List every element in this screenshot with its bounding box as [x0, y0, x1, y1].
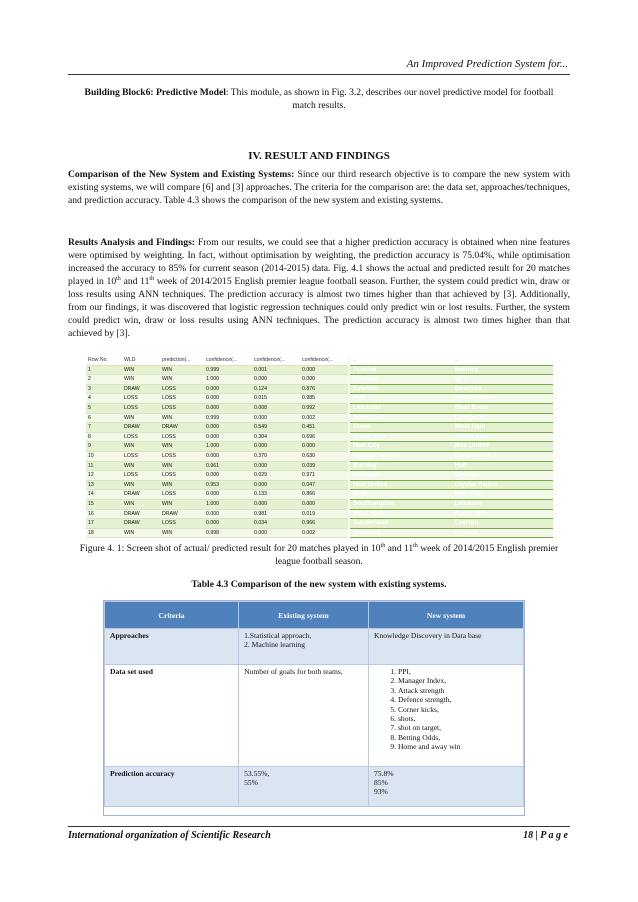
team-cell: QPR	[350, 490, 452, 500]
teams-row	[350, 375, 553, 385]
table-caption: Table 4.3 Comparison of the new system with existing systems.	[191, 579, 447, 590]
existing-cell	[239, 665, 369, 767]
grid-cell: 1.000	[204, 442, 252, 452]
section-title: IV. RESULT AND FINDINGS	[248, 150, 390, 162]
results-label: Results Analysis and Findings:	[68, 237, 195, 248]
team-cell: Liverpool	[452, 413, 554, 423]
grid-cell: 0.370	[252, 451, 300, 461]
figure-caption-b: and 11	[385, 543, 414, 554]
grid-cell: LOSS	[160, 451, 204, 461]
teams-row	[350, 432, 553, 442]
team-cell: Everton	[350, 384, 452, 394]
grid-cell: 10	[86, 451, 122, 461]
grid-cell: WIN	[122, 499, 160, 509]
list-item: 7. shot on target,	[398, 723, 518, 732]
criteria-cell: Prediction accuracy	[105, 767, 239, 807]
grid-cell: 0.039	[300, 461, 348, 471]
grid-cell: WIN	[160, 499, 204, 509]
grid-cell: 0.971	[300, 471, 348, 481]
grid-cell: 0.133	[252, 490, 300, 500]
new-line: 75.8%	[373, 769, 394, 778]
comparison-label: Comparison of the New System and Existing Systems:	[68, 169, 295, 180]
grid-cell: 0.001	[252, 365, 300, 375]
grid-cell: 0.999	[204, 365, 252, 375]
results-sup-a: th	[116, 275, 121, 282]
new-line: 85%	[373, 778, 388, 787]
grid-cell: 0.002	[300, 413, 348, 423]
grid-cell: 1.000	[204, 499, 252, 509]
grid-cell: WIN	[160, 461, 204, 471]
team-cell: West Ham	[350, 509, 452, 519]
new-cell	[368, 767, 523, 807]
grid-cell: 14	[86, 490, 122, 500]
team-cell: Man City	[452, 490, 554, 500]
figure-caption-sup-b: th	[413, 542, 418, 549]
list-item: 6. shots,	[398, 714, 518, 723]
grid-cell: 0.961	[204, 461, 252, 471]
grid-cell: 0.000	[204, 423, 252, 433]
team-cell: West Brom	[452, 403, 554, 413]
grid-cell: 18	[86, 528, 122, 538]
grid-cell: 0.019	[300, 509, 348, 519]
new-cell	[368, 629, 523, 665]
team-cell: Leicester	[452, 499, 554, 509]
grid-row	[86, 499, 348, 509]
grid-cell: 5	[86, 403, 122, 413]
grid-cell: 13	[86, 480, 122, 490]
team-cell: Crystal Palace	[452, 480, 554, 490]
grid-cell: 0.000	[252, 528, 300, 538]
grid-cell: 0.002	[300, 528, 348, 538]
table-row	[105, 767, 524, 807]
existing-line: 55%	[244, 778, 258, 787]
grid-cell: 1	[86, 365, 122, 375]
team-cell: Hull	[350, 394, 452, 404]
team-cell: Aston Villa	[350, 432, 452, 442]
header-existing: Existing system	[239, 602, 369, 629]
grid-cell: 0.000	[204, 403, 252, 413]
grid-cell: 0.451	[300, 423, 348, 433]
grid-cell: 7	[86, 423, 122, 433]
comparison-paragraph	[68, 168, 570, 207]
footer-divider	[68, 826, 570, 827]
teams-row	[350, 519, 553, 529]
grid-cell: DRAW	[160, 509, 204, 519]
grid-cell: 0.000	[300, 375, 348, 385]
grid-cell: 12	[86, 471, 122, 481]
grid-cell: 0.034	[252, 519, 300, 529]
team-cell: Everton	[452, 519, 554, 529]
team-cell: Aston Villa	[452, 509, 554, 519]
team-cell: Swansea	[452, 384, 554, 394]
grid-cell: 0.000	[252, 499, 300, 509]
existing-cell	[239, 629, 369, 665]
results-screenshot	[86, 356, 553, 536]
results-sup-b: th	[149, 275, 155, 282]
teams-row	[350, 442, 553, 452]
grid-cell: DRAW	[122, 509, 160, 519]
grid-cell: 17	[86, 519, 122, 529]
block6-label: Building Block6: Predictive Model	[84, 87, 226, 98]
team-cell: Burnley	[350, 461, 452, 471]
grid-cell: DRAW	[122, 423, 160, 433]
grid-cell: DRAW	[122, 384, 160, 394]
grid-cell: WIN	[160, 442, 204, 452]
team-cell: QPR	[452, 375, 554, 385]
grid-row	[86, 528, 348, 538]
grid-cell: 0.998	[204, 528, 252, 538]
grid-cell: 9	[86, 442, 122, 452]
prediction-grid	[86, 356, 348, 536]
grid-cell: 1.000	[204, 375, 252, 385]
grid-cell: LOSS	[160, 490, 204, 500]
team-cell: Sunderland	[452, 451, 554, 461]
list-item: 4. Defence strength,	[398, 695, 518, 704]
comparison-text: Since our third research objective is to compare the new system with existing systems, we will compare [6] and [3] approaches. The criteria for the comparison are: the data set, approaches/techniques, and prediction accuracy. Table 4.3 shows the comparison of the new system and existing systems.	[68, 169, 570, 206]
table-row	[105, 665, 524, 767]
grid-cell: LOSS	[122, 432, 160, 442]
team-cell: Man United	[350, 480, 452, 490]
grid-cell: LOSS	[160, 403, 204, 413]
team-cell: West Ham	[452, 423, 554, 433]
grid-cell: LOSS	[122, 403, 160, 413]
existing-line: 2. Machine learning	[244, 640, 306, 649]
figure-caption-c: week of 2014/2015 English premier league football season.	[275, 543, 559, 567]
grid-cell: LOSS	[122, 451, 160, 461]
grid-cell: 4	[86, 394, 122, 404]
existing-line: 1.Statistical approach,	[244, 631, 312, 640]
grid-row	[86, 432, 348, 442]
grid-cell: 0.000	[204, 384, 252, 394]
grid-header-cell: prediction(...	[160, 356, 204, 365]
team-cell: Swansea	[350, 528, 452, 538]
grid-cell: 0.985	[300, 394, 348, 404]
grid-cell: 0.000	[204, 432, 252, 442]
list-item: 8. Betting Odds,	[398, 733, 518, 742]
grid-row	[86, 509, 348, 519]
team-cell: Hull	[452, 461, 554, 471]
grid-cell: 0.630	[300, 451, 348, 461]
grid-row	[86, 403, 348, 413]
figure-caption	[68, 542, 570, 568]
grid-cell: 3	[86, 384, 122, 394]
journal-name: International organization of Scientific Research	[68, 830, 271, 841]
teams-row	[350, 394, 553, 404]
grid-cell: 0.992	[300, 403, 348, 413]
table-row	[105, 629, 524, 665]
grid-cell: 16	[86, 509, 122, 519]
existing-cell	[239, 767, 369, 807]
grid-cell: WIN	[160, 413, 204, 423]
teams-row	[350, 451, 553, 461]
grid-cell: 0.000	[300, 365, 348, 375]
teams-header-cell: ...	[452, 356, 554, 365]
header-criteria: Criteria	[105, 602, 239, 629]
grid-cell: 0.966	[300, 519, 348, 529]
teams-header-row	[350, 356, 553, 365]
grid-cell: 2	[86, 375, 122, 385]
grid-cell: WIN	[122, 461, 160, 471]
teams-row	[350, 423, 553, 433]
results-text-a: From our results, we could see that a higher prediction accuracy is obtained when nine features were optimised by weighting. In fact, without optimisation by weighting, the prediction accuracy is 75.04%, while optimisation increased the accuracy to 85% for current season (2014-2015) data. Fig. 4.1 shows the actual and predicted result for 20 matches played in 10	[68, 237, 571, 287]
teams-row	[350, 384, 553, 394]
teams-row	[350, 365, 553, 375]
comparison-table	[103, 600, 525, 816]
new-line: 93%	[373, 787, 388, 796]
grid-cell: DRAW	[122, 490, 160, 500]
block6-paragraph	[84, 86, 554, 112]
grid-cell: 0.000	[252, 413, 300, 423]
grid-cell: WIN	[122, 528, 160, 538]
running-header: An Improved Prediction System for...	[406, 58, 568, 70]
teams-row	[350, 461, 553, 471]
grid-row	[86, 423, 348, 433]
grid-cell: WIN	[160, 480, 204, 490]
grid-cell: 0.015	[252, 394, 300, 404]
existing-line: 53.55%,	[244, 769, 270, 778]
grid-cell: 15	[86, 499, 122, 509]
grid-cell: 0.981	[252, 509, 300, 519]
grid-cell: 0.000	[204, 509, 252, 519]
grid-cell: 0.953	[204, 480, 252, 490]
grid-cell: LOSS	[122, 394, 160, 404]
results-text-b: and 11	[120, 276, 150, 287]
grid-cell: 0.000	[204, 451, 252, 461]
grid-cell: WIN	[122, 413, 160, 423]
figure-caption-sup-a: th	[380, 542, 386, 549]
team-cell: Leicester	[350, 403, 452, 413]
grid-cell: 0.029	[252, 471, 300, 481]
teams-row	[350, 499, 553, 509]
grid-cell: LOSS	[160, 432, 204, 442]
team-cell: Chelsea	[350, 375, 452, 385]
grid-row	[86, 471, 348, 481]
grid-cell: 6	[86, 413, 122, 423]
grid-row	[86, 394, 348, 404]
grid-cell: 0.000	[252, 442, 300, 452]
grid-row	[86, 461, 348, 471]
list-item: 3. Attack strength	[398, 686, 518, 695]
grid-cell: LOSS	[160, 394, 204, 404]
list-item: 2. Manager Index,	[398, 676, 518, 685]
grid-cell: 0.000	[204, 490, 252, 500]
grid-cell: WIN	[122, 365, 160, 375]
page-number: 18 | P a g e	[523, 830, 568, 841]
grid-cell: 0.000	[204, 519, 252, 529]
grid-cell: WIN	[160, 375, 204, 385]
grid-cell: LOSS	[122, 471, 160, 481]
grid-cell: WIN	[122, 442, 160, 452]
team-cell: Southampton	[452, 394, 554, 404]
team-cell: Newcastle	[350, 413, 452, 423]
grid-cell: DRAW	[122, 519, 160, 529]
grid-cell: 0.000	[252, 461, 300, 471]
grid-cell: WIN	[122, 480, 160, 490]
grid-cell: WIN	[160, 528, 204, 538]
grid-cell: 0.876	[300, 384, 348, 394]
team-cell: Man United	[452, 442, 554, 452]
grid-row	[86, 384, 348, 394]
teams-row	[350, 413, 553, 423]
team-cell: Man City	[350, 442, 452, 452]
team-cell: Sunderland	[350, 519, 452, 529]
team-cell: Crystal Palace	[350, 451, 452, 461]
grid-cell: 0.000	[252, 480, 300, 490]
grid-row	[86, 519, 348, 529]
grid-cell: 0.304	[252, 432, 300, 442]
team-cell: Stoke	[350, 423, 452, 433]
list-item: 5. Corner kicks,	[398, 705, 518, 714]
grid-header-cell: Row No.	[86, 356, 122, 365]
team-cell: Chelsea	[452, 471, 554, 481]
block6-text: : This module, as shown in Fig. 3.2, describes our novel predictive model for football match results.	[225, 87, 554, 111]
grid-row	[86, 365, 348, 375]
teams-row	[350, 403, 553, 413]
grid-header-cell: WLD	[122, 356, 160, 365]
feature-list	[374, 667, 518, 752]
new-cell	[368, 665, 523, 767]
teams-row	[350, 528, 553, 538]
results-paragraph	[68, 236, 570, 340]
grid-cell: 0.999	[204, 413, 252, 423]
grid-header-row	[86, 356, 348, 365]
grid-cell: 0.000	[300, 442, 348, 452]
grid-cell: LOSS	[160, 471, 204, 481]
grid-row	[86, 451, 348, 461]
grid-cell: 0.696	[300, 432, 348, 442]
grid-row	[86, 490, 348, 500]
team-cell: Burnley	[452, 365, 554, 375]
teams-row	[350, 490, 553, 500]
grid-cell: 0.000	[204, 394, 252, 404]
grid-cell: 0.047	[300, 480, 348, 490]
teams-row	[350, 471, 553, 481]
grid-row	[86, 375, 348, 385]
grid-row	[86, 480, 348, 490]
existing-line: Number of goals for both teams,	[244, 667, 343, 676]
figure-caption-a: Figure 4. 1: Screen shot of actual/ predicted result for 20 matches played in 10	[79, 543, 381, 554]
grid-cell: 11	[86, 461, 122, 471]
grid-cell: 0.866	[300, 490, 348, 500]
grid-cell: DRAW	[160, 423, 204, 433]
criteria-cell: Data set used	[105, 665, 239, 767]
grid-cell: 0.000	[252, 375, 300, 385]
grid-cell: 0.549	[252, 423, 300, 433]
grid-header-cell: confidence(...	[204, 356, 252, 365]
grid-cell: LOSS	[160, 384, 204, 394]
list-item: 9. Home and away win	[398, 742, 518, 751]
new-line: Knowledge Discovery in Data base	[373, 631, 482, 640]
header-divider	[68, 74, 570, 75]
team-cell: Arsenal	[452, 528, 554, 538]
team-cell: Southampton	[350, 499, 452, 509]
comparison-header-row	[105, 602, 524, 629]
grid-cell: 0.000	[300, 499, 348, 509]
grid-header-cell: confidence(...	[252, 356, 300, 365]
list-item: 1. PPI,	[398, 667, 518, 676]
grid-row	[86, 413, 348, 423]
teams-row	[350, 480, 553, 490]
grid-header-cell: confidence(...	[300, 356, 348, 365]
teams-row	[350, 509, 553, 519]
team-cell: Totten ham	[452, 432, 554, 442]
team-cell: Liverpool	[350, 471, 452, 481]
results-text-c: week of 2014/2015 English premier league football season. Further, the system could predict win, draw or loss results using ANN techniques. The prediction accuracy is almost two times higher than that achieved by [3]. Additionally, from our findings, it was discovered that logistic regression techniques could only predict win or lost results. Further, the system could predict win, draw or loss results using ANN techniques. The prediction accuracy is almost two times higher than that achieved by [3].	[68, 276, 570, 339]
grid-row	[86, 442, 348, 452]
grid-cell: LOSS	[160, 519, 204, 529]
grid-cell: WIN	[160, 365, 204, 375]
teams-grid	[350, 356, 553, 536]
grid-cell: 8	[86, 432, 122, 442]
grid-cell: WIN	[122, 375, 160, 385]
grid-cell: 0.000	[204, 471, 252, 481]
grid-cell: 0.008	[252, 403, 300, 413]
criteria-cell: Approaches	[105, 629, 239, 665]
teams-header-cell: ...	[350, 356, 452, 365]
grid-cell: 0.124	[252, 384, 300, 394]
team-cell: Arsenal	[350, 365, 452, 375]
header-new: New system	[368, 602, 523, 629]
